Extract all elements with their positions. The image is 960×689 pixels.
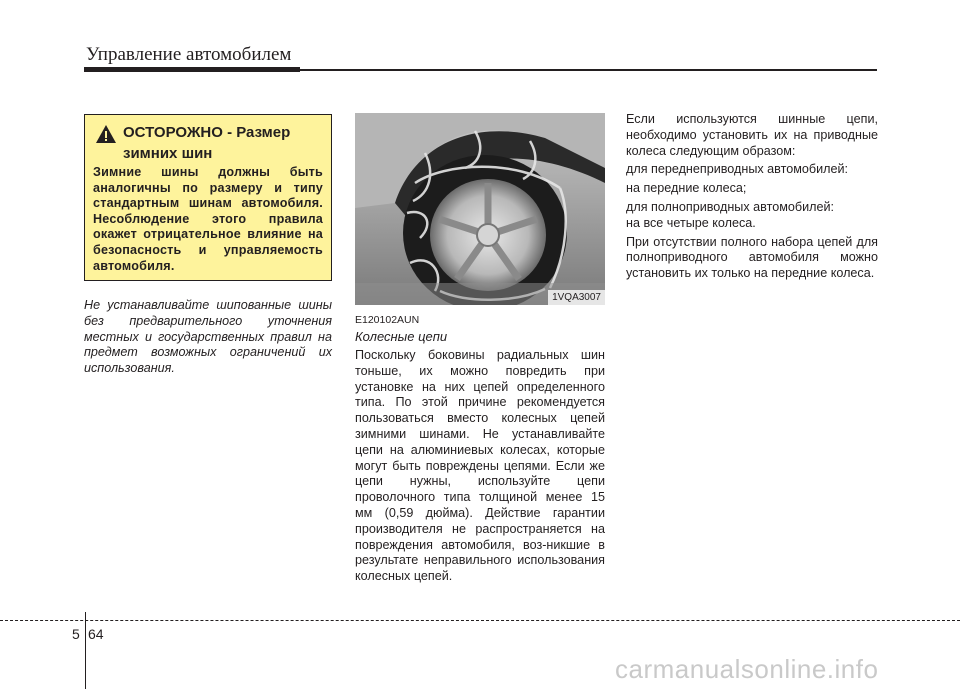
header-rule-thick <box>84 67 300 72</box>
footer-rule <box>0 620 960 621</box>
chain-installation-column <box>626 112 878 285</box>
section-code: E120102AUN <box>355 314 420 326</box>
fwd-value: на передние колеса; <box>626 181 747 196</box>
awd-value: на все четыре колеса. <box>626 215 756 230</box>
warning-body: Зимние шины должны быть аналогичны по размеру и типу стандартным шинам автомобиля. Несоблюдение этого правила окажет отрицательное влияние на безопасность и управляемость автомобиля. <box>93 165 323 273</box>
warning-triangle-icon <box>95 124 117 144</box>
page-header-title: Управление автомобилем <box>86 44 292 65</box>
fwd-label: для переднеприводных автомобилей: <box>626 162 849 177</box>
chapter-number: 5 <box>72 626 80 642</box>
warning-box <box>84 114 332 281</box>
tire-chain-photo <box>355 113 605 305</box>
studded-tires-note: Не устанавливайте шипованные шины без предварительного уточнения местных и государственных правил на предмет возможных ограничений их использования. <box>84 298 332 376</box>
section-title: Колесные цепи <box>355 329 448 344</box>
warning-header <box>93 123 323 144</box>
watermark: carmanualsonline.info <box>615 654 879 684</box>
awd-label: для полноприводных автомобилей: <box>626 199 834 214</box>
chain-intro-paragraph: Если используются шинные цепи, необходимо установить их на приводные колеса следующим образом: <box>626 112 878 158</box>
footer-divider <box>85 612 86 689</box>
tire-chain-illustration <box>355 113 605 305</box>
warning-title: ОСТОРОЖНО - Размер <box>123 124 291 141</box>
figure-code: 1VQA3007 <box>548 290 605 305</box>
header-rule-thin <box>300 69 877 71</box>
warning-subtitle: зимних шин <box>123 145 213 162</box>
partial-set-note: При отсутствии полного набора цепей для полноприводного автомобиля можно установить их только на передние колеса. <box>626 234 878 281</box>
tire-chains-body: Поскольку боковины радиальных шин тоньше, их можно повредить при установке на них цепей определенного типа. По этой причине рекомендуется пользоваться вместо колесных цепей зимними шинами. Не устанавливайте цепи на алюминиевых колесах, которые могут быть повреждены цепями. Если же цепи нужны, используйте цепи проволочного типа толщиной менее 15 мм (0,59 дюйма). Действие гарантии производителя не распространяется на повреждения автомобиля, воз-никшие в результате неправильного использования колесных цепей. <box>355 348 605 584</box>
page-number: 64 <box>88 626 104 642</box>
